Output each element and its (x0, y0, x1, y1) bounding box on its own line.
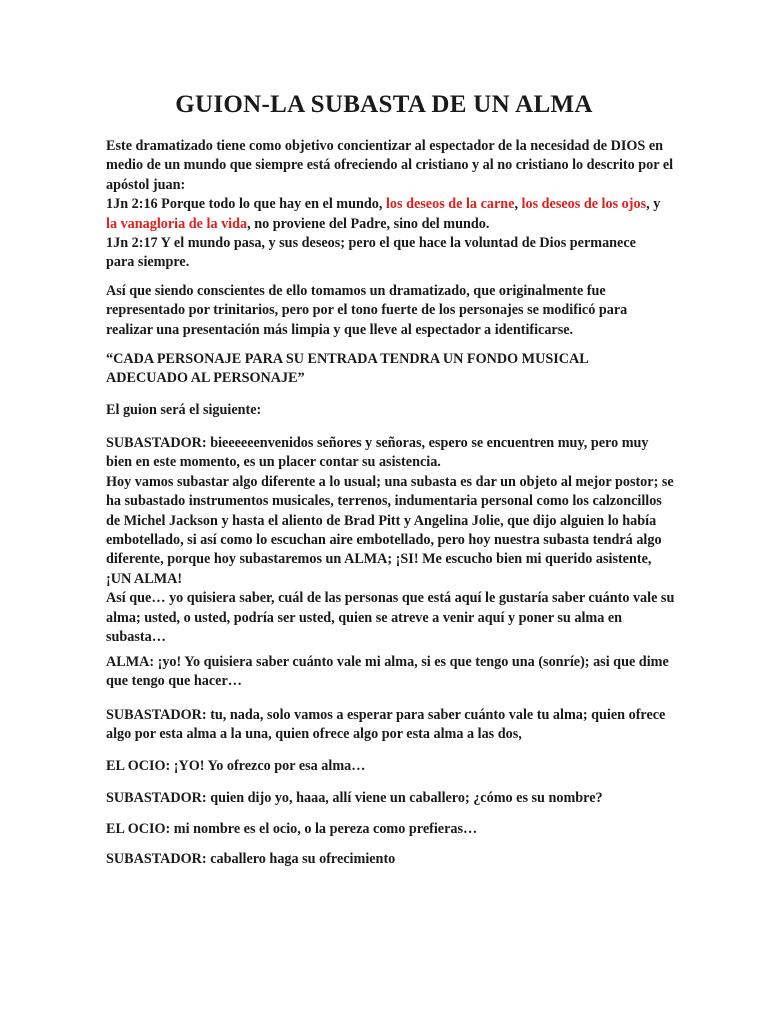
dialogue-line: SUBASTADOR: tu, nada, solo vamos a esperar para saber cuánto vale tu alma; quien ofrece (106, 707, 666, 723)
paragraph-line: “CADA PERSONAJE PARA SU ENTRADA TENDRA UN FONDO MUSICAL (106, 351, 589, 367)
verse-text: , y (646, 196, 661, 213)
dialogue-line: alma; usted, o usted, podría ser usted, quien se atreve a venir aquí y poner su alma en (106, 609, 623, 626)
verse-1jn-2-16 (106, 195, 666, 214)
verse-text: , (514, 196, 522, 213)
highlight-deseos-carne: los deseos de la carne (385, 196, 515, 213)
verse-1jn-2-16-cont (106, 215, 666, 234)
highlight-deseos-ojos: los deseos de los ojos (521, 196, 647, 213)
dialogue-line: algo por esta alma a la una, quien ofrece algo por esta alma a las dos, (106, 726, 522, 743)
dialogue-subastador (106, 706, 666, 745)
dialogue-line: subasta… (106, 629, 166, 646)
dialogue-alma (106, 653, 669, 692)
dialogue-subastador: SUBASTADOR: caballero haga su ofrecimiento (106, 851, 396, 867)
paragraph-line: representado por trinitarios, pero por el tono fuerte de los personajes se modificó para (106, 302, 628, 319)
dialogue-el-ocio: EL OCIO: ¡YO! Yo ofrezco por esa alma… (106, 758, 366, 774)
intro-line: Este dramatizado tiene como objetivo concientizar al espectador de la necesidad de DIOS en (106, 138, 664, 154)
dialogue-line: bien en este momento, es un placer contar su asistencia. (106, 454, 441, 471)
dialogue-line: SUBASTADOR: bieeeeeenvenidos señores y señoras, espero se encuentren muy, pero muy (106, 435, 649, 451)
paragraph-line: realizar una presentación más limpia y que lleve al espectador a identificarse. (106, 321, 574, 338)
document-title: GUION-LA SUBASTA DE UN ALMA (175, 91, 593, 118)
verse-text: 1Jn 2:16 Porque todo lo que hay en el mundo, (106, 196, 386, 213)
intro-paragraph (106, 137, 674, 273)
dialogue-line: de Michel Jackson y hasta el aliento de Brad Pitt y Angelina Jolie, que dijo alguien lo había (106, 512, 657, 529)
intro-line: medio de un mundo que siempre está ofreciendo al cristiano y al no cristiano lo descrito por el (106, 157, 674, 174)
verse-text: , no proviene del Padre, sino del mundo. (247, 215, 490, 232)
verse-1jn-2-17-cont: para siempre. (106, 254, 190, 271)
dialogue-line: ¡UN ALMA! (106, 570, 183, 587)
verse-1jn-2-17: 1Jn 2:17 Y el mundo pasa, y sus deseos; pero el que hace la voluntad de Dios permanece (106, 235, 636, 252)
dialogue-el-ocio: EL OCIO: mi nombre es el ocio, o la pereza como prefieras… (106, 821, 478, 837)
script-intro: El guion será el siguiente: (106, 402, 262, 418)
dialogue-line: que tengo que hacer… (106, 673, 242, 690)
paragraph-line: ADECUADO AL PERSONAJE” (106, 370, 305, 387)
dialogue-line: ha subastado instrumentos musicales, terrenos, indumentaria personal como los calzoncillos (106, 493, 662, 510)
paragraph-line: Así que siendo conscientes de ello tomamos un dramatizado, que originalmente fue (106, 283, 606, 299)
dialogue-line: diferente, porque hoy subastaremos un ALMA; ¡SI! Me escucho bien mi querido asistente, (106, 551, 652, 568)
dialogue-subastador (106, 434, 675, 647)
music-note-paragraph (106, 350, 666, 389)
highlight-vanagloria: la vanagloria de la vida (106, 215, 248, 232)
context-paragraph (106, 282, 666, 340)
dialogue-line: ALMA: ¡yo! Yo quisiera saber cuánto vale mi alma, si es que tengo una (sonríe); asi que dime (106, 654, 669, 670)
dialogue-line: Hoy vamos subastar algo diferente a lo usual; una subasta es dar un objeto al mejor postor; se (106, 473, 674, 490)
dialogue-line: Así que… yo quisiera saber, cuál de las personas que está aquí le gustaría saber cuánto vale su (106, 590, 675, 607)
dialogue-subastador: SUBASTADOR: quien dijo yo, haaa, allí viene un caballero; ¿cómo es su nombre? (106, 790, 603, 806)
intro-line: apóstol juan: (106, 176, 186, 193)
dialogue-line: embotellado, si así como lo escuchan aire embotellado, pero hoy nuestra subasta tendrá algo (106, 532, 662, 549)
